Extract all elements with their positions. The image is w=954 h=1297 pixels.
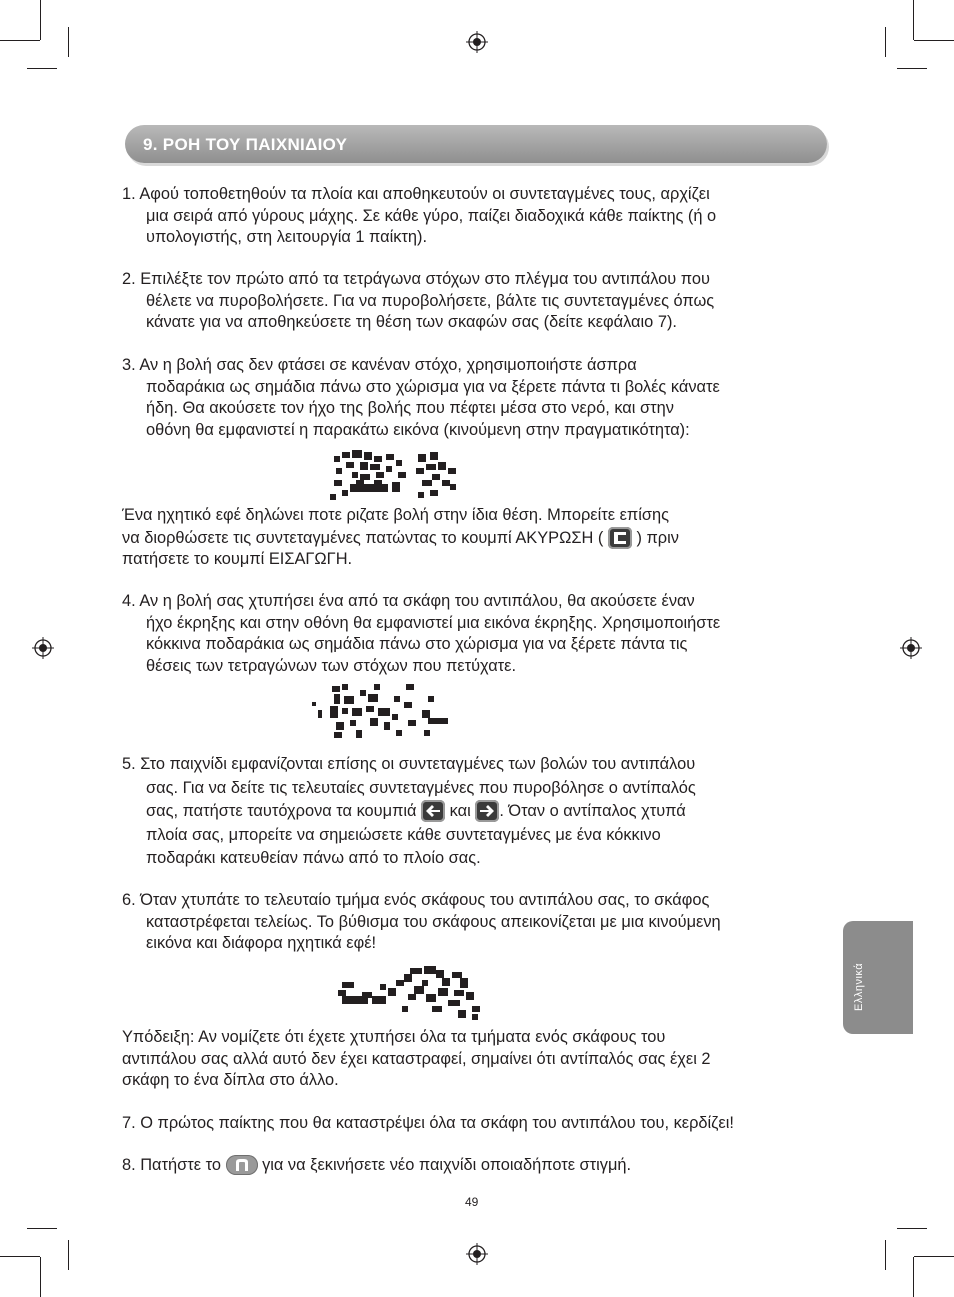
text-line: Υπόδειξη: Αν νομίζετε ότι έχετε χτυπήσει όλα τα τμήματα ενός σκάφους του: [122, 1028, 666, 1046]
crop-mark: [40, 1257, 41, 1297]
step-5: [122, 753, 834, 871]
note-repeat-shot: [122, 505, 834, 571]
crop-mark: [40, 0, 41, 40]
text-line: Ένα ηχητικό εφέ δηλώνει ποτε ριζατε βολή στην ίδια θέση. Μπορείτε επίσης: [122, 506, 669, 524]
text-line: εικόνα και διάφορα ηχητικά εφέ!: [146, 934, 377, 953]
crop-mark: [913, 1257, 914, 1297]
text-line: 2. Επιλέξτε τον πρώτο από τα τετράγωνα στόχων στο πλέγμα του αντιπάλου που: [122, 270, 710, 288]
text-line: αντιπάλου σας αλλά αυτό δεν έχει καταστραφεί, σημαίνει ότι αντίπαλός σας έχει 2: [122, 1049, 711, 1068]
section-header: [125, 125, 827, 163]
n-key-icon: [226, 1155, 258, 1175]
text-line-with-key: [122, 527, 834, 550]
text-line: ήδη. Θα ακούσετε τον ήχο της βολής που πέφτει μέσα στο νερό, και στην: [146, 399, 674, 418]
text-fragment: ) πριν: [636, 528, 679, 547]
text-line: ήχο έκρηξης και στην οθόνη θα εμφανιστεί μια εικόνα έκρηξης. Χρησιμοποιήστε: [146, 613, 721, 632]
text-line: καταστρέφεται τελείως. Το βύθισμα του σκάφους απεικονίζεται με μια κινούμενη: [146, 912, 721, 931]
text-line-with-keys: [122, 800, 834, 824]
step-2: [122, 269, 834, 334]
registration-mark-icon: [900, 637, 922, 659]
crop-mark: [885, 27, 886, 57]
crop-mark: [885, 1240, 886, 1270]
text-line: ποδαράκι κατευθείαν πάνω από το πλοίο σας.: [146, 849, 481, 868]
page-number: 49: [465, 1195, 479, 1209]
crop-mark: [68, 1240, 69, 1270]
step-8: [122, 1155, 834, 1177]
text-line: 4. Αν η βολή σας χτυπήσει ένα από τα σκάφη του αντιπάλου, θα ακούσετε έναν: [122, 592, 695, 610]
text-line: σκάφη το ένα δίπλα στο άλλο.: [122, 1071, 339, 1090]
c-key-icon: [608, 527, 632, 549]
language-tab-label: Ελληνικά: [853, 962, 865, 1011]
text-line: 1. Αφού τοποθετηθούν τα πλοία και αποθηκευτούν οι συντεταγμένες τους, αρχίζει: [122, 185, 710, 203]
step-3: [122, 355, 834, 441]
step-4: [122, 591, 834, 677]
crop-mark: [914, 1256, 954, 1257]
text-line: σας. Για να δείτε τις τελευταίες συντεταγμένες που πυροβόλησε ο αντίπαλός: [146, 778, 696, 797]
text-line: κάνατε για να αποθηκεύσετε τη θέση των σκαφών σας (δείτε κεφάλαιο 7).: [146, 313, 677, 332]
text-fragment: για να ξεκινήσετε νέο παιχνίδι οποιαδήποτε στιγμή.: [262, 1156, 632, 1174]
text-line: 3. Αν η βολή σας δεν φτάσει σε κανέναν στόχο, χρησιμοποιήστε άσπρα: [122, 356, 637, 374]
step-1: [122, 184, 834, 249]
text-line: πλοία σας, μπορείτε να σημειώσετε κάθε συντεταγμένες με ένα κόκκινο: [146, 825, 661, 844]
crop-mark: [27, 1228, 57, 1229]
text-fragment: 8. Πατήστε το: [122, 1156, 221, 1174]
text-line: οθόνη θα εμφανιστεί η παρακάτω εικόνα (κινούμενη στην πραγματικότητα):: [146, 420, 690, 439]
text-fragment: . Όταν ο αντίπαλος χτυπά: [499, 802, 686, 821]
step-7: [122, 1113, 834, 1135]
text-line-with-key: [122, 1155, 834, 1177]
text-line: πατήσετε το κουμπί ΕΙΣΑΓΩΓΗ.: [122, 550, 353, 569]
text-line: 7. Ο πρώτος παίκτης που θα καταστρέψει όλα τα σκάφη του αντιπάλου του, κερδίζει!: [122, 1114, 734, 1132]
text-fragment: σας, πατήστε ταυτόχρονα τα κουμπιά: [146, 802, 417, 821]
sinking-ship-screen-image: [338, 966, 484, 1022]
text-line: θέλετε να πυροβολήσετε. Για να πυροβολήσετε, βάλτε τις συντεταγμένες όπως: [146, 291, 715, 310]
crop-mark: [897, 1228, 927, 1229]
left-arrow-key-icon: [421, 800, 445, 822]
crop-mark: [0, 1256, 40, 1257]
registration-mark-icon: [466, 31, 488, 53]
explosion-screen-image: [312, 684, 448, 740]
crop-mark: [27, 68, 57, 69]
crop-mark: [914, 40, 954, 41]
registration-mark-icon: [466, 1243, 488, 1265]
text-fragment: να διορθώσετε τις συντεταγμένες πατώντας το κουμπί ΑΚΥΡΩΣΗ (: [122, 528, 604, 547]
section-title: 9. ΡΟΗ ΤΟΥ ΠΑΙΧΝΙΔΙΟΥ: [143, 135, 348, 154]
text-line: μια σειρά από γύρους μάχης. Σε κάθε γύρο, παίζει διαδοχικά κάθε παίκτης (ή ο: [146, 206, 717, 225]
registration-mark-icon: [32, 637, 54, 659]
crop-mark: [0, 40, 40, 41]
crop-mark: [68, 27, 69, 57]
text-line: 5. Στο παιχνίδι εμφανίζονται επίσης οι συντεταγμένες των βολών του αντιπάλου: [122, 755, 696, 773]
text-line: 6. Όταν χτυπάτε το τελευταίο τμήμα ενός σκάφους του αντιπάλου σας, το σκάφος: [122, 891, 710, 909]
text-line: θέσεις των τετραγώνων των στόχων που πετύχατε.: [146, 656, 517, 675]
text-line: υπολογιστής, στη λειτουργία 1 παίκτη).: [146, 228, 428, 247]
text-line: κόκκινα ποδαράκια ως σημάδια πάνω στο χώρισμα για να ξέρετε πάντα τις: [146, 635, 688, 654]
text-line: ποδαράκια ως σημάδια πάνω στο χώρισμα για να ξέρετε πάντα τι βολές κάνατε: [146, 377, 720, 396]
tip: [122, 1027, 834, 1092]
right-arrow-key-icon: [475, 800, 499, 822]
splash-screen-image: [330, 450, 458, 502]
text-fragment: και: [449, 802, 471, 821]
crop-mark: [913, 0, 914, 40]
crop-mark: [897, 68, 927, 69]
step-6: [122, 890, 834, 955]
language-tab: [843, 921, 913, 1034]
